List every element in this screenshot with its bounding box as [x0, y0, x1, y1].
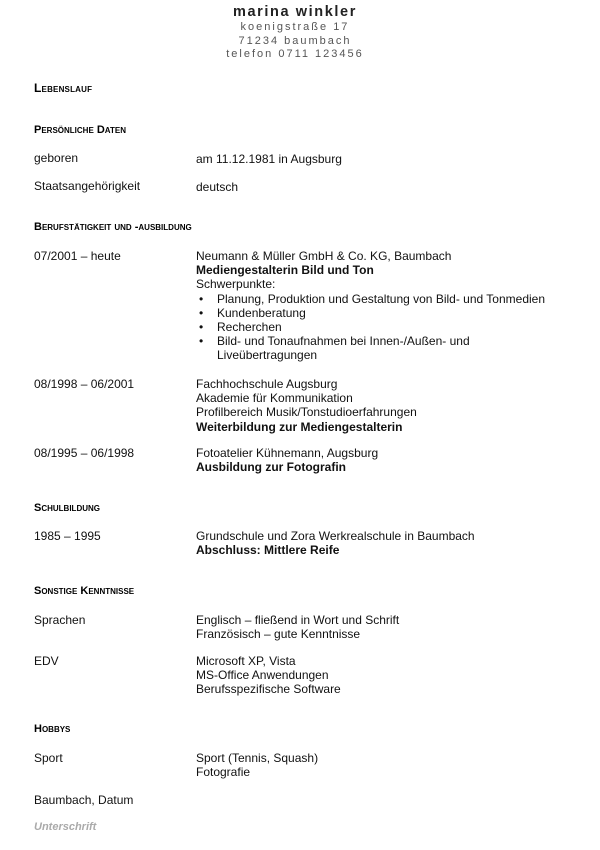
phone-number: telefon 0711 123456 [226, 48, 364, 60]
edv-list [196, 654, 576, 697]
value-nationality: deutsch [196, 180, 239, 194]
career-entry-1 [196, 249, 576, 363]
school-entry [196, 529, 576, 557]
hobby-item: Fotografie [196, 765, 251, 780]
career-period-1: 07/2001 – heute [34, 249, 121, 263]
career-line: Fotoatelier Kühnemann, Augsburg [196, 446, 379, 460]
school-line: Grundschule und Zora Werkrealschule in Baumbach [196, 529, 475, 543]
section-heading-skills: Sonstige Kenntnisse [34, 585, 135, 597]
resume-header [0, 3, 590, 62]
label-edv: EDV [34, 654, 59, 668]
label-nationality: Staatsangehörigkeit [34, 179, 141, 193]
place-date: Baumbach, Datum [34, 793, 134, 807]
career-qualification-3: Ausbildung zur Fotografin [196, 460, 346, 475]
career-entry-2 [196, 377, 576, 434]
label-sport: Sport [34, 751, 63, 765]
hobby-item: Sport (Tennis, Squash) [196, 751, 319, 765]
edv-item: Berufsspezifische Software [196, 682, 341, 697]
address-city: 71234 baumbach [238, 34, 352, 47]
value-born: am 11.12.1981 in Augsburg [196, 152, 342, 166]
career-period-2: 08/1998 – 06/2001 [34, 377, 135, 391]
list-item: • Bild- und Tonaufnahmen bei Innen-/Außen- und Liveübertragungen [196, 334, 472, 362]
label-born: geboren [34, 151, 79, 165]
list-item: • Planung, Produktion und Gestaltung von Bild- und Tonmedien [196, 292, 576, 306]
document-title: Lebenslauf [34, 81, 93, 95]
section-heading-school: Schulbildung [34, 502, 100, 514]
list-item: • Kundenberatung [196, 306, 576, 320]
school-period: 1985 – 1995 [34, 529, 101, 543]
edv-item: Microsoft XP, Vista [196, 654, 296, 668]
career-period-3: 08/1995 – 06/1998 [34, 446, 135, 460]
career-line: Profilbereich Musik/Tonstudioerfahrungen [196, 405, 417, 420]
section-heading-personal: Persönliche Daten [34, 124, 126, 136]
career-role-1: Mediengestalterin Bild und Ton [196, 263, 374, 278]
edv-item: MS-Office Anwendungen [196, 668, 329, 683]
signature-placeholder: Unterschrift [34, 821, 97, 833]
languages-list [196, 613, 576, 641]
career-entry-3 [196, 446, 576, 474]
career-focus-list [196, 292, 576, 363]
address-street: koenigstraße 17 [240, 21, 350, 33]
section-heading-hobbies: Hobbys [34, 723, 71, 735]
list-item: • Recherchen [196, 320, 576, 334]
career-qualification-2: Weiterbildung zur Mediengestalterin [196, 419, 403, 434]
career-line: Fachhochschule Augsburg [196, 377, 338, 391]
hobbies-list [196, 751, 576, 779]
career-company-1: Neumann & Müller GmbH & Co. KG, Baumbach [196, 249, 452, 263]
applicant-name: marina winkler [233, 4, 357, 20]
career-line: Akademie für Kommunikation [196, 391, 353, 406]
school-degree: Abschluss: Mittlere Reife [196, 543, 340, 558]
language-item: Englisch – fließend in Wort und Schrift [196, 613, 400, 627]
career-focus-label: Schwerpunkte: [196, 277, 276, 292]
section-heading-career: Berufstätigkeit und -ausbildung [34, 221, 192, 233]
language-item: Französisch – gute Kenntnisse [196, 627, 361, 642]
label-languages: Sprachen [34, 613, 86, 627]
